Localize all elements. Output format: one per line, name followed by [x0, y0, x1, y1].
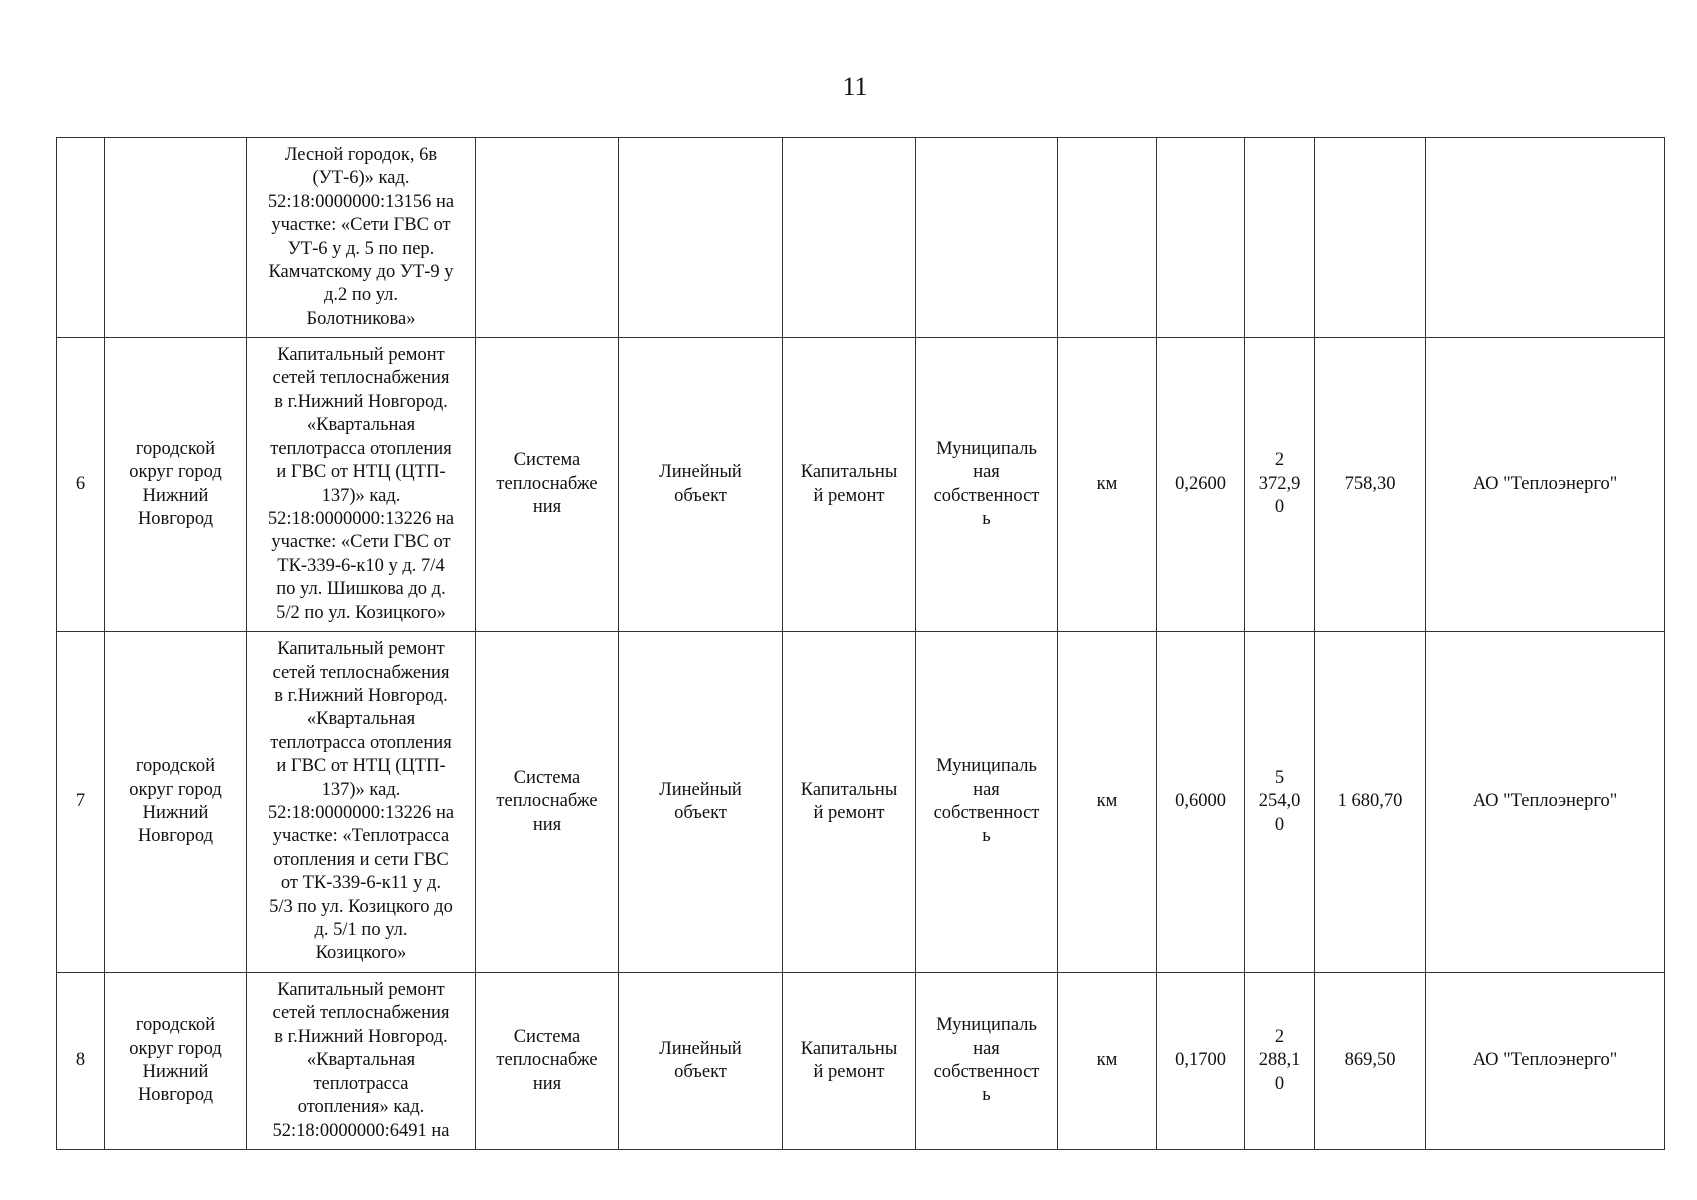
organization-cell: АО "Теплоэнерго" — [1426, 632, 1665, 973]
length-cell: 0,2600 — [1157, 338, 1245, 632]
unit-cell: км — [1058, 632, 1157, 973]
system-cell: Система теплоснабже ния — [476, 632, 619, 973]
object-type-cell — [619, 138, 783, 338]
row-number-cell: 8 — [57, 973, 105, 1150]
capital-repair-table — [56, 137, 1665, 1150]
length-cell — [1157, 138, 1245, 338]
length-cell: 0,1700 — [1157, 973, 1245, 1150]
description-cell: Лесной городок, 6в (УТ-6)» кад. 52:18:0000000:13156 на участке: «Сети ГВС от УТ-6 у д. 5 по пер. Камчатскому до УТ-9 у д.2 по ул. Болотникова» — [247, 138, 476, 338]
organization-cell — [1426, 138, 1665, 338]
object-type-cell: Линейный объект — [619, 632, 783, 973]
description-cell: Капитальный ремонт сетей теплоснабжения в г.Нижний Новгород. «Квартальная теплотрасса отопления и ГВС от НТЦ (ЦТП- 137)» кад. 52:18:0000000:13226 на участке: «Сети ГВС от ТК-339-6-к10 у д. 7/4 по ул. Шишкова до д. 5/2 по ул. Козицкого» — [247, 338, 476, 632]
length-cell: 0,6000 — [1157, 632, 1245, 973]
ownership-cell: Муниципаль ная собственност ь — [916, 338, 1058, 632]
amount-cell: 758,30 — [1315, 338, 1426, 632]
cost-cell: 2 372,9 0 — [1245, 338, 1315, 632]
territory-cell: городской округ город Нижний Новгород — [105, 338, 247, 632]
row-number-cell: 7 — [57, 632, 105, 973]
unit-cell: км — [1058, 338, 1157, 632]
amount-cell — [1315, 138, 1426, 338]
work-type-cell: Капитальны й ремонт — [783, 338, 916, 632]
row-number-cell — [57, 138, 105, 338]
cost-cell: 5 254,0 0 — [1245, 632, 1315, 973]
territory-cell — [105, 138, 247, 338]
table-row — [57, 973, 1665, 1150]
work-type-cell: Капитальны й ремонт — [783, 973, 916, 1150]
page-number: 11 — [842, 72, 868, 101]
row-number-cell: 6 — [57, 338, 105, 632]
work-type-cell: Капитальны й ремонт — [783, 632, 916, 973]
ownership-cell: Муниципаль ная собственност ь — [916, 632, 1058, 973]
work-type-cell — [783, 138, 916, 338]
table-body — [57, 138, 1665, 1150]
cost-cell: 2 288,1 0 — [1245, 973, 1315, 1150]
system-cell: Система теплоснабже ния — [476, 338, 619, 632]
amount-cell: 1 680,70 — [1315, 632, 1426, 973]
table-row — [57, 138, 1665, 338]
table-row — [57, 338, 1665, 632]
organization-cell: АО "Теплоэнерго" — [1426, 338, 1665, 632]
system-cell: Система теплоснабже ния — [476, 973, 619, 1150]
territory-cell: городской округ город Нижний Новгород — [105, 973, 247, 1150]
system-cell — [476, 138, 619, 338]
organization-cell: АО "Теплоэнерго" — [1426, 973, 1665, 1150]
territory-cell: городской округ город Нижний Новгород — [105, 632, 247, 973]
object-type-cell: Линейный объект — [619, 338, 783, 632]
amount-cell: 869,50 — [1315, 973, 1426, 1150]
cost-cell — [1245, 138, 1315, 338]
description-cell: Капитальный ремонт сетей теплоснабжения в г.Нижний Новгород. «Квартальная теплотрасса отопления и ГВС от НТЦ (ЦТП- 137)» кад. 52:18:0000000:13226 на участке: «Теплотрасса отопления и сети ГВС от ТК-339-6-к11 у д. 5/3 по ул. Козицкого до д. 5/1 по ул. Козицкого» — [247, 632, 476, 973]
unit-cell — [1058, 138, 1157, 338]
ownership-cell — [916, 138, 1058, 338]
ownership-cell: Муниципаль ная собственност ь — [916, 973, 1058, 1150]
unit-cell: км — [1058, 973, 1157, 1150]
table-row — [57, 632, 1665, 973]
description-cell: Капитальный ремонт сетей теплоснабжения в г.Нижний Новгород. «Квартальная теплотрасса отопления» кад. 52:18:0000000:6491 на — [247, 973, 476, 1150]
object-type-cell: Линейный объект — [619, 973, 783, 1150]
